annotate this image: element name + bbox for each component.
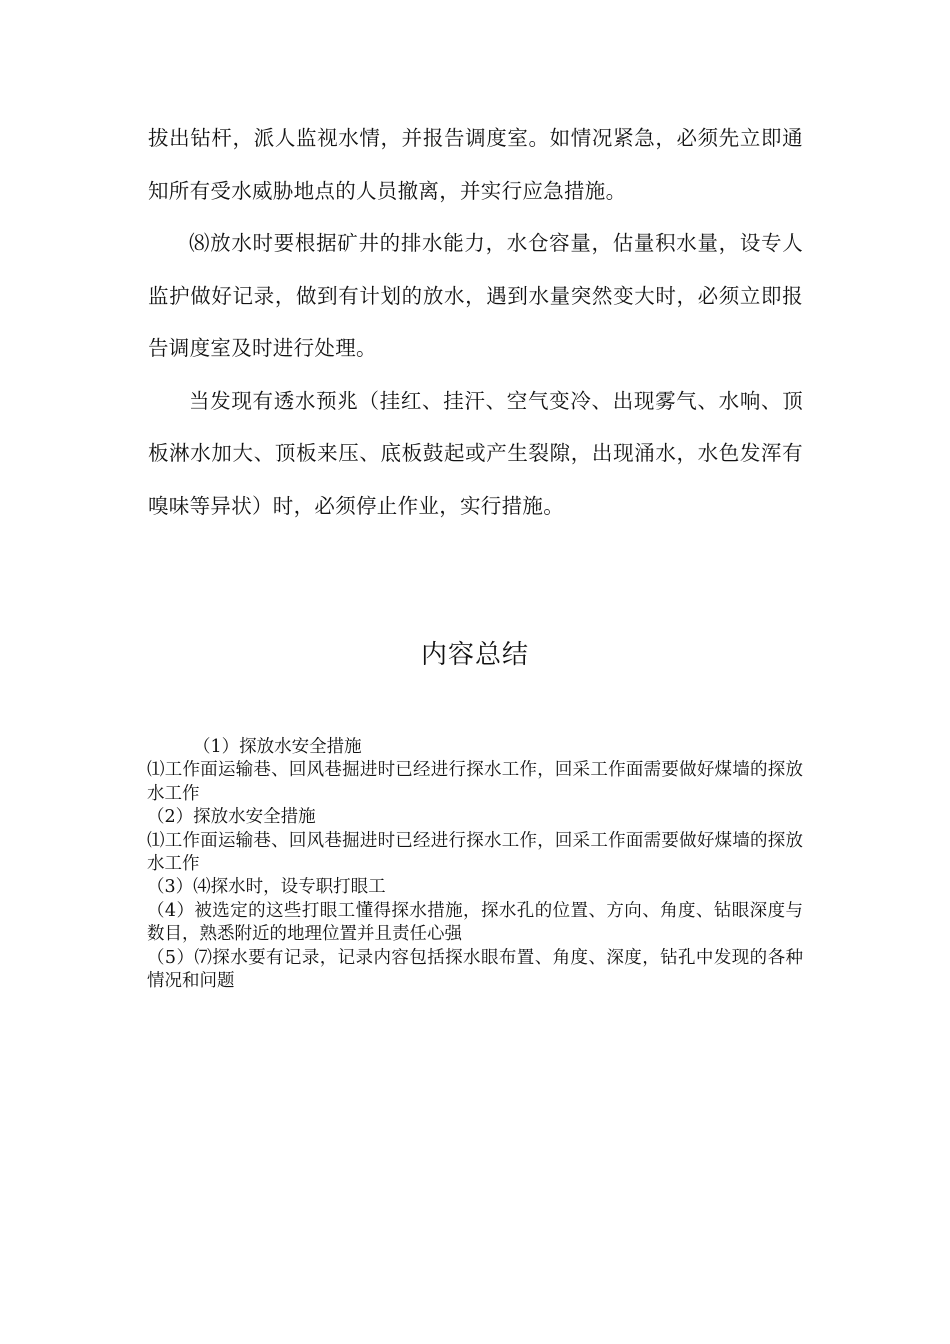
summary-line: （3）⑷探水时，设专职打眼工 <box>147 877 386 898</box>
summary-line: （5）⑺探水要有记录，记录内容包括探水眼布置、角度、深度，钻孔中发现的各种情况和问题 <box>147 947 803 992</box>
paragraph-warning-signs: 当发现有透水预兆（挂红、挂汗、空气变冷、出现雾气、水响、顶板淋水加大、顶板来压、底板鼓起或产生裂隙，出现涌水，水色发浑有嗅味等异状）时，必须停止作业，实行措施。 <box>148 388 803 518</box>
summary-line: （4）被选定的这些打眼工懂得探水措施，探水孔的位置、方向、角度、钻眼深度与数目，熟悉附近的地理位置并且责任心强 <box>147 900 803 945</box>
summary-line: ⑴工作面运输巷、回风巷掘进时已经进行探水工作，回采工作面需要做好煤墙的探放水工作 <box>147 830 803 875</box>
summary-line: ⑴工作面运输巷、回风巷掘进时已经进行探水工作，回采工作面需要做好煤墙的探放水工作 <box>147 760 803 804</box>
summary-line: （1）探放水安全措施 <box>193 737 362 757</box>
body-text <box>148 112 803 532</box>
paragraph-drainage: ⑻放水时要根据矿井的排水能力，水仓容量，估量积水量，设专人监护做好记录，做到有计划的放水，遇到水量突然变大时，必须立即报告调度室及时进行处理。 <box>148 231 803 360</box>
paragraph-evacuation: 拔出钻杆，派人监视水情，并报告调度室。如情况紧急，必须先立即通知所有受水威胁地点的人员撤离，并实行应急措施。 <box>148 126 803 203</box>
summary-section <box>147 736 803 993</box>
summary-heading: 内容总结 <box>420 640 529 670</box>
summary-line: （2）探放水安全措施 <box>147 807 316 828</box>
